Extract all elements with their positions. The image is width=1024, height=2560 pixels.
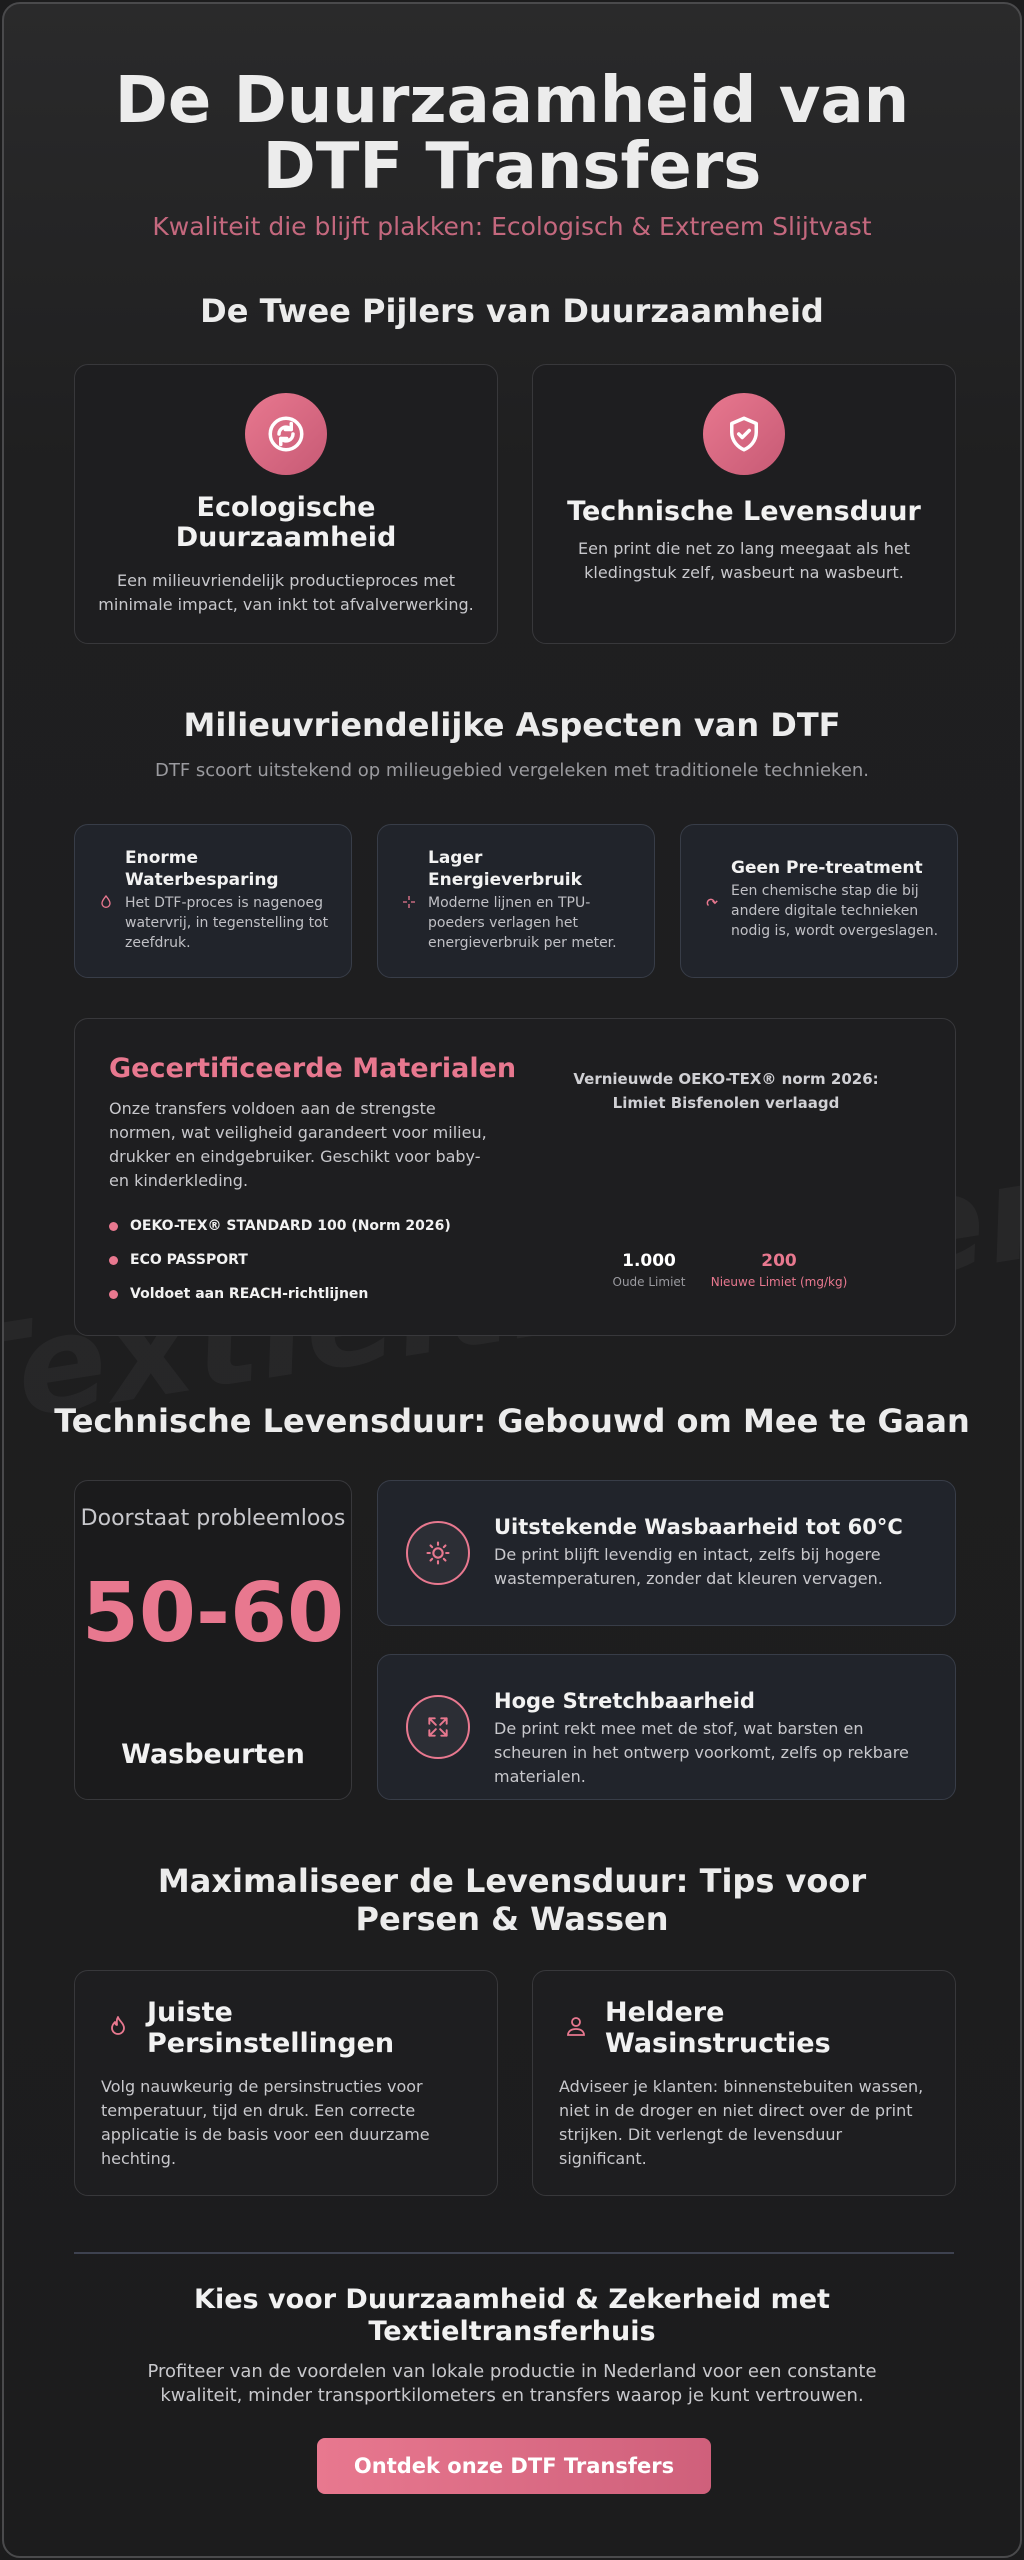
hero-subtitle: Kwaliteit die blijft plakken: Ecologisch & Extreem Slijtvast xyxy=(152,212,872,241)
shield-check-icon xyxy=(703,393,785,475)
flame-icon xyxy=(103,2011,133,2041)
tips-heading: Maximaliseer de Levensduur: Tips voor Persen & Wassen xyxy=(157,1862,867,1938)
hero-title-line2: DTF Transfers xyxy=(262,130,762,204)
chart-category-label: Oude Limiet xyxy=(612,1275,686,1289)
hero-title xyxy=(4,64,1020,204)
pillar-title: Ecologische Duurzaamheid xyxy=(175,492,397,553)
feature-card-wasbaarheid xyxy=(377,1480,956,1626)
page-frame xyxy=(2,2,1022,2558)
divider xyxy=(74,2252,954,2254)
wash-number: 50-60 xyxy=(81,1566,345,1661)
tip-card-pers xyxy=(74,1970,498,2196)
eco-title: Enorme Waterbesparing xyxy=(125,848,279,890)
wash-intro: Doorstaat probleemloos xyxy=(80,1506,346,1531)
expand-arrows-icon xyxy=(406,1695,470,1759)
skip-icon xyxy=(701,891,723,913)
eco-card-water xyxy=(74,824,352,978)
sun-icon xyxy=(406,1521,470,1585)
wash-label: Wasbeurten xyxy=(121,1739,305,1770)
user-icon xyxy=(561,2011,591,2041)
pillar-card-ecologisch xyxy=(74,364,498,644)
cta-title: Kies voor Duurzaamheid & Zekerheid met Textieltransferhuis xyxy=(194,2284,830,2347)
hero-title-line1: De Duurzaamheid van xyxy=(114,64,910,138)
cert-list-item: OEKO-TEX® STANDARD 100 (Norm 2026) xyxy=(109,1209,451,1243)
feature-title: Uitstekende Wasbaarheid tot 60°C xyxy=(494,1515,903,1539)
feature-text: De print rekt mee met de stof, wat barsten en scheuren in het ontwerp voorkomt, zelfs op rekbare materialen. xyxy=(494,1719,909,1786)
tip-text: Volg nauwkeurig de persinstructies voor temperatuur, tijd en druk. Een correcte applicatie is de basis voor een duurzame hechting. xyxy=(101,2077,430,2168)
recycle-icon xyxy=(245,393,327,475)
cert-text: Onze transfers voldoen aan de strengste normen, wat veiligheid garandeert voor milieu, drukker en eindgebruiker. Geschikt voor baby- en kinderkleding. xyxy=(109,1099,487,1190)
bullet-dot xyxy=(109,1290,118,1299)
water-drop-icon xyxy=(95,891,117,913)
pillar-title: Technische Levensduur xyxy=(567,496,921,527)
feature-card-stretch xyxy=(377,1654,956,1800)
tip-title: Juiste Persinstellingen xyxy=(147,1997,395,2059)
chart-category-label: Nieuwe Limiet (mg/kg) xyxy=(710,1275,848,1289)
cert-list xyxy=(109,1209,451,1311)
eco-text: Moderne lijnen en TPU-poeders verlagen het energieverbruik per meter. xyxy=(428,895,617,951)
pillar-text: Een print die net zo lang meegaat als het kledingstuk zelf, wasbeurt na wasbeurt. xyxy=(578,539,910,582)
bullet-dot xyxy=(109,1256,118,1265)
tip-text: Adviseer je klanten: binnenstebuiten wassen, niet in de droger en niet direct over de print strijken. Dit verlengt de levensduur significant. xyxy=(559,2077,924,2168)
chart-value-label: 200 xyxy=(761,1251,797,1271)
eco-subtitle: DTF scoort uitstekend op milieugebied vergeleken met traditionele technieken. xyxy=(154,760,870,781)
eco-text: Een chemische stap die bij andere digitale technieken nodig is, wordt overgeslagen. xyxy=(731,883,939,939)
eco-text: Het DTF-proces is nagenoeg watervrij, in tegenstelling tot zeefdruk. xyxy=(125,895,329,951)
spark-icon xyxy=(398,891,420,913)
feature-text: De print blijft levendig en intact, zelfs bij hogere wastemperaturen, zonder dat kleuren vervagen. xyxy=(494,1545,883,1588)
pillar-text: Een milieuvriendelijk productieproces met minimale impact, van inkt tot afvalverwerking. xyxy=(98,571,474,614)
pillar-card-technisch xyxy=(532,364,956,644)
tip-title: Heldere Wasinstructies xyxy=(605,1997,831,2059)
cta-button[interactable]: Ontdek onze DTF Transfers xyxy=(317,2438,711,2494)
cert-list-item: Voldoet aan REACH-richtlijnen xyxy=(109,1277,451,1311)
cta-text: Profiteer van de voordelen van lokale productie in Nederland voor een constante kwaliteit, minder transportkilometers en transfers waarop je kunt vertrouwen. xyxy=(147,2361,877,2406)
eco-title: Geen Pre-treatment xyxy=(731,858,923,878)
eco-heading: Milieuvriendelijke Aspecten van DTF xyxy=(183,706,841,744)
eco-card-energie xyxy=(377,824,655,978)
eco-title: Lager Energieverbruik xyxy=(428,848,582,890)
bullet-dot xyxy=(109,1222,118,1231)
cert-list-item: ECO PASSPORT xyxy=(109,1243,451,1277)
cert-card xyxy=(74,1018,956,1336)
technical-heading: Technische Levensduur: Gebouwd om Mee te Gaan xyxy=(54,1402,970,1440)
chart-title: Vernieuwde OEKO-TEX® norm 2026: Limiet Bisfenolen verlaagd xyxy=(573,1070,879,1112)
eco-card-pretreatment xyxy=(680,824,958,978)
cert-title: Gecertificeerde Materialen xyxy=(109,1053,517,1084)
feature-title: Hoge Stretchbaarheid xyxy=(494,1689,755,1713)
pillars-heading: De Twee Pijlers van Duurzaamheid xyxy=(200,292,824,330)
tip-card-was xyxy=(532,1970,956,2196)
chart-value-label: 1.000 xyxy=(622,1251,676,1271)
wash-card xyxy=(74,1480,352,1800)
